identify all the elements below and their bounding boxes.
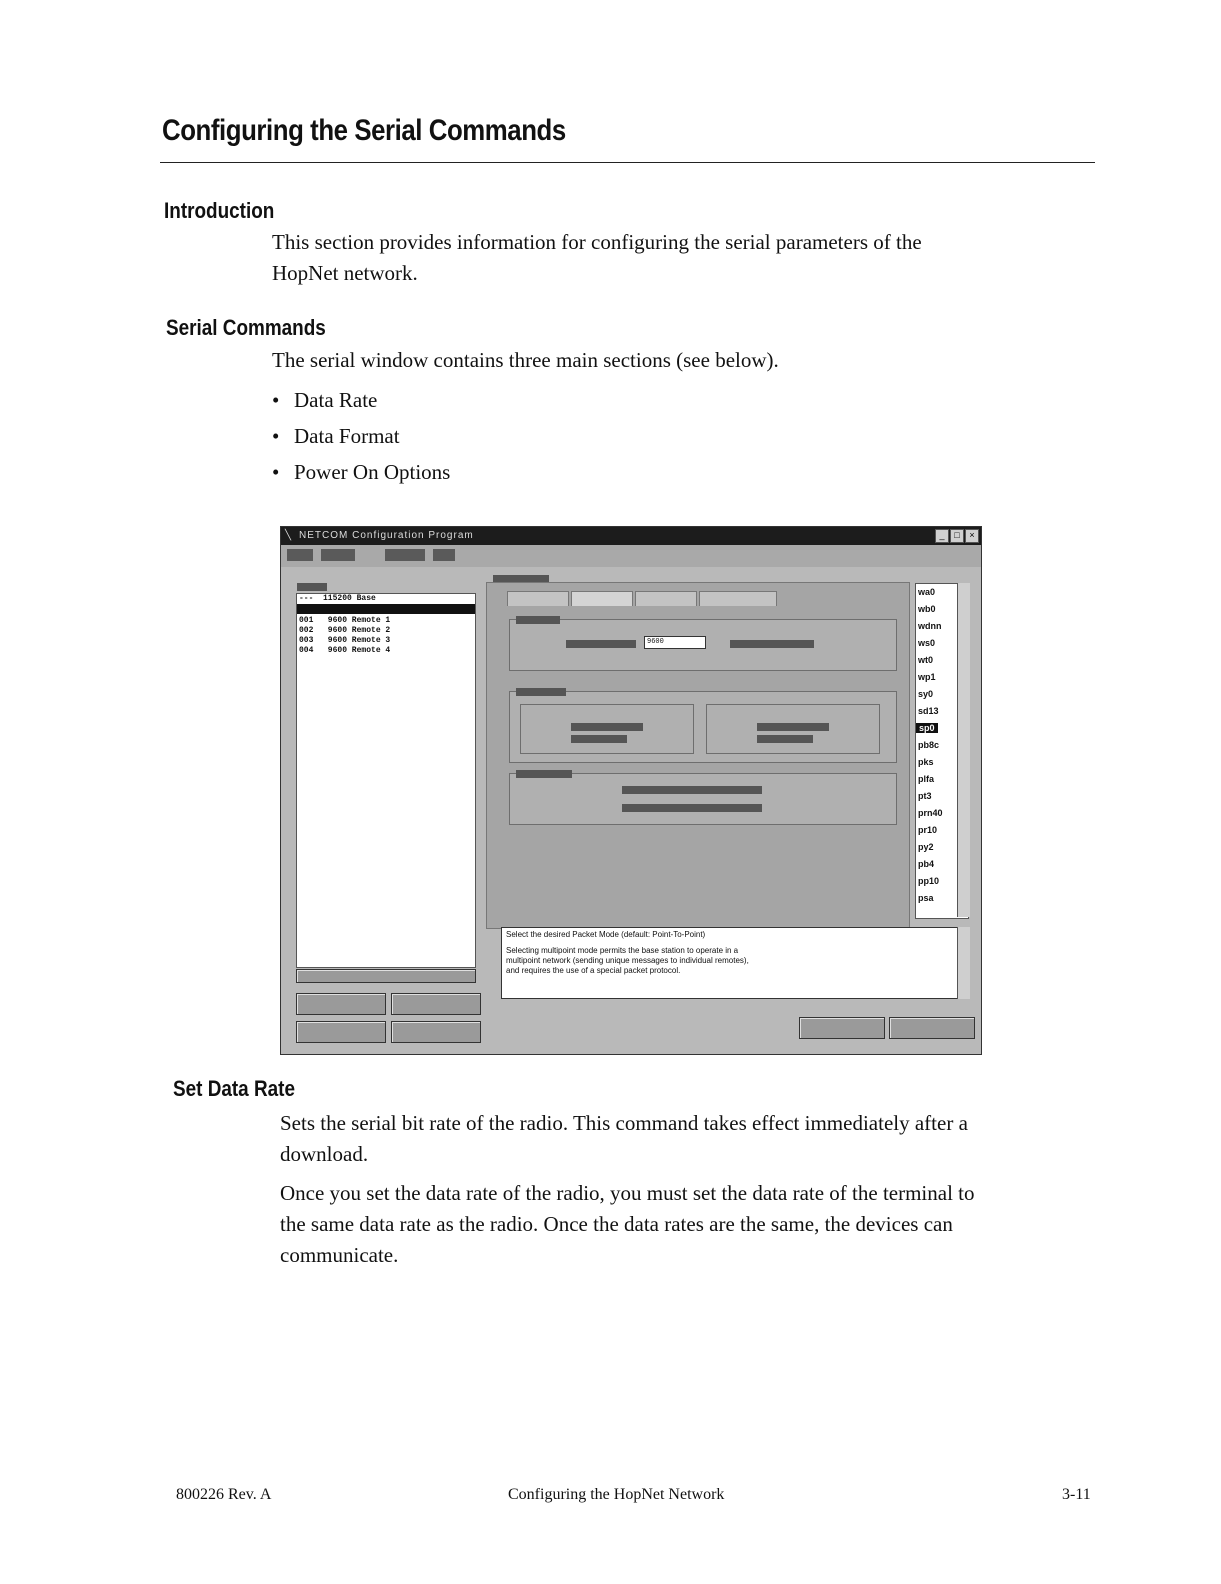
data-rate-baud-label <box>566 640 636 648</box>
description-line: multipoint network (sending unique messages to individual remotes), <box>506 956 749 965</box>
menu-bar <box>281 545 981 567</box>
introduction-heading: Introduction <box>164 198 275 223</box>
power-on-option[interactable] <box>622 786 762 794</box>
data-bits-group <box>706 704 880 754</box>
list-item[interactable]: 004 9600 Remote 4 <box>299 646 391 655</box>
data-rate-select[interactable]: 9600 <box>644 636 706 649</box>
command-list-scrollbar[interactable] <box>957 583 970 917</box>
data-format-label <box>516 688 566 696</box>
command-item[interactable]: wt0 <box>918 655 934 665</box>
command-item[interactable]: pb4 <box>918 859 935 869</box>
power-on-options-label <box>516 770 572 778</box>
set-data-rate-paragraph-2 <box>280 1178 975 1271</box>
multipoint-option[interactable] <box>571 735 627 743</box>
menu-item[interactable] <box>287 549 313 561</box>
tab-network[interactable] <box>507 591 569 606</box>
configuration-panel <box>486 582 910 929</box>
description-scrollbar[interactable] <box>957 927 970 999</box>
netcom-window-screenshot <box>280 526 982 1055</box>
window-title: NETCOM Configuration Program <box>299 530 474 541</box>
bullet-item: • Power On Options <box>272 460 451 484</box>
tab-pe[interactable] <box>699 591 777 606</box>
command-item[interactable]: psa <box>918 893 934 903</box>
paragraph-line: Once you set the data rate of the radio, you must set the data rate of the terminal to <box>280 1181 975 1205</box>
radio-list[interactable] <box>296 593 476 968</box>
power-on-option[interactable] <box>622 804 762 812</box>
delete-remote-button[interactable] <box>391 993 481 1015</box>
paragraph-line: download. <box>280 1142 369 1166</box>
data-rate-group <box>509 619 897 671</box>
introduction-text <box>272 227 922 289</box>
bullet-item: • Data Rate <box>272 388 378 412</box>
paragraph-line: Sets the serial bit rate of the radio. This command takes effect immediately after a <box>280 1111 968 1135</box>
menu-item[interactable] <box>385 549 425 561</box>
command-item[interactable]: pb8c <box>918 740 940 750</box>
command-item[interactable]: pt3 <box>918 791 932 801</box>
description-line: and requires the use of a special packet protocol. <box>506 966 681 975</box>
serial-commands-intro: The serial window contains three main sections (see below). <box>272 348 779 372</box>
close-icon[interactable]: × <box>965 529 979 543</box>
title-divider <box>160 162 1095 163</box>
tab-arq[interactable] <box>635 591 697 606</box>
introduction-line-1: This section provides information for configuring the serial parameters of the <box>272 230 922 254</box>
deselect-all-remotes-button[interactable] <box>391 1021 481 1043</box>
footer-chapter: Configuring the HopNet Network <box>508 1486 725 1503</box>
list-item[interactable]: 003 9600 Remote 3 <box>299 636 391 645</box>
description-line: Select the desired Packet Mode (default: Point-To-Point) <box>506 930 706 939</box>
command-item[interactable]: pks <box>918 757 934 767</box>
menu-item[interactable] <box>321 549 355 561</box>
factory-defaults-button[interactable] <box>889 1017 975 1039</box>
select-all-remotes-button[interactable] <box>296 1021 386 1043</box>
command-item[interactable]: wp1 <box>918 672 936 682</box>
footer-page-number: 3-11 <box>1062 1486 1091 1503</box>
command-item-selected[interactable]: sp0 <box>916 723 938 733</box>
format-option[interactable] <box>757 723 829 731</box>
window-titlebar <box>281 527 981 545</box>
network-options-button[interactable] <box>296 969 476 983</box>
command-item[interactable]: wdnn <box>918 621 942 631</box>
bullet-item: • Data Format <box>272 424 400 448</box>
serial-commands-heading: Serial Commands <box>166 315 326 340</box>
data-rate-label <box>516 616 560 624</box>
command-item[interactable]: sy0 <box>918 689 934 699</box>
command-item[interactable]: sd13 <box>918 706 939 716</box>
packet-mode-group <box>520 704 694 754</box>
command-item[interactable]: plfa <box>918 774 935 784</box>
command-description <box>501 927 961 999</box>
command-item[interactable]: wb0 <box>918 604 936 614</box>
command-item[interactable]: prn40 <box>918 808 943 818</box>
paragraph-line: communicate. <box>280 1243 399 1267</box>
command-item[interactable]: py2 <box>918 842 934 852</box>
set-data-rate-paragraph-1 <box>280 1108 968 1170</box>
page-title: Configuring the Serial Commands <box>162 114 566 147</box>
command-item[interactable]: pp10 <box>918 876 940 886</box>
format-option[interactable] <box>757 735 813 743</box>
power-on-options-group <box>509 773 897 825</box>
description-line: Selecting multipoint mode permits the base station to operate in a <box>506 946 739 955</box>
tab-serial[interactable] <box>571 591 633 606</box>
minimize-icon[interactable]: _ <box>935 529 949 543</box>
data-rate-device-label <box>730 640 814 648</box>
set-data-rate-heading: Set Data Rate <box>173 1076 295 1101</box>
download-button[interactable] <box>799 1017 885 1039</box>
menu-item[interactable] <box>433 549 455 561</box>
app-icon: ╲ <box>285 530 292 541</box>
list-selection <box>297 604 475 614</box>
point-to-point-option[interactable] <box>571 723 643 731</box>
add-remote-button[interactable] <box>296 993 386 1015</box>
maximize-icon[interactable]: □ <box>950 529 964 543</box>
footer-doc-number: 800226 Rev. A <box>176 1486 272 1503</box>
command-item[interactable]: ws0 <box>918 638 936 648</box>
command-item[interactable]: wa0 <box>918 587 936 597</box>
list-item[interactable]: 001 9600 Remote 1 <box>299 616 391 625</box>
list-item[interactable]: 002 9600 Remote 2 <box>299 626 391 635</box>
list-item[interactable]: --- 115200 Base <box>299 594 376 603</box>
command-item[interactable]: pr10 <box>918 825 938 835</box>
network-label <box>297 583 327 591</box>
data-format-group <box>509 691 897 763</box>
paragraph-line: the same data rate as the radio. Once the data rates are the same, the devices can <box>280 1212 953 1236</box>
introduction-line-2: HopNet network. <box>272 261 418 285</box>
